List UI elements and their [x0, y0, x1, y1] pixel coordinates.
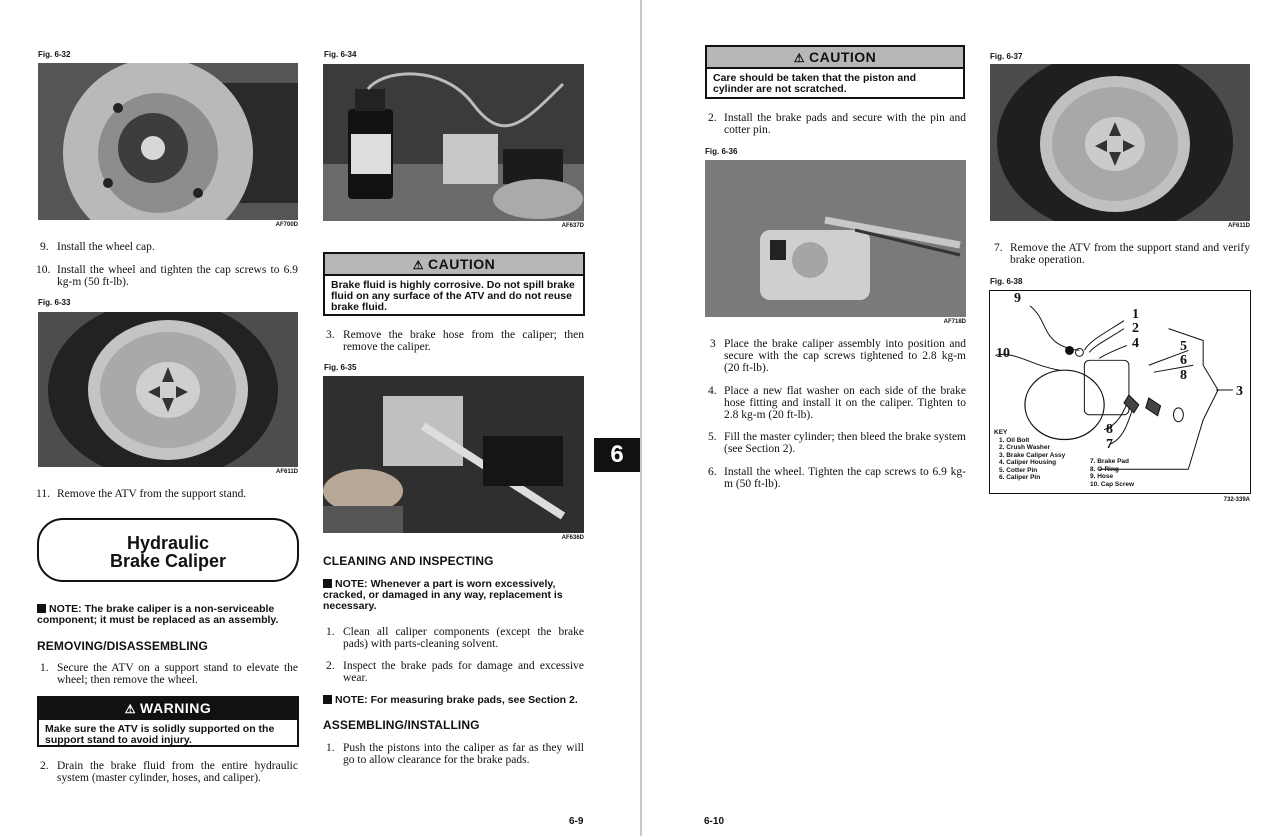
step-text: Secure the ATV on a support stand to elevate the wheel; then remove the wheel. [57, 662, 298, 686]
note-text: NOTE: The brake caliper is a non-serviceable component; it must be replaced as an assembly. [37, 603, 279, 626]
callout-2: 2 [1132, 321, 1139, 336]
fig-6-34-code: AF637D [561, 223, 584, 229]
step-number: 4. [708, 385, 717, 397]
fig-6-37-photo [990, 64, 1250, 221]
page-number-right: 6-10 [704, 816, 725, 827]
step-text: Place the brake caliper assembly into position and secure with the cap screws tightened to 2.8 kg-m (20 ft-lb). [724, 338, 966, 374]
section-title-line-1: Hydraulic [126, 533, 210, 553]
fig-6-32-photo [38, 63, 298, 220]
step-11 [36, 488, 298, 500]
key-item: 3. Brake Caliper Assy [999, 451, 1066, 459]
fig-6-35-photo [323, 376, 584, 533]
fig-6-35-label: Fig. 6-35 [324, 363, 357, 372]
warning-box [37, 696, 299, 747]
step-5-fill-cylinder [708, 431, 966, 455]
note-measuring [323, 695, 585, 706]
caution-brake-fluid-box [323, 252, 585, 316]
step-text: Push the pistons into the caliper as far as they will go to allow clearance for the brake pads. [343, 742, 584, 766]
fig-6-37-label: Fig. 6-37 [990, 52, 1023, 61]
caution-header [707, 47, 963, 67]
note-worn-parts [323, 579, 585, 612]
page-number-left: 6-9 [569, 816, 584, 827]
assembling-step-1 [326, 742, 584, 766]
fig-6-36-photo [705, 160, 966, 317]
fig-6-33-code: AF611D [275, 469, 298, 475]
caution-triangle-icon: ⚠ [793, 51, 805, 65]
caution-text: Care should be taken that the piston and cylinder are not scratched. [707, 67, 963, 98]
caution-piston-box [705, 45, 965, 99]
key-item: 10. Cap Screw [1090, 480, 1135, 488]
callout-8a: 8 [1180, 368, 1187, 383]
heading-assembling: ASSEMBLING/INSTALLING [323, 718, 480, 732]
step-number: 11. [36, 488, 50, 500]
step-number: 2. [326, 660, 335, 672]
key-item: 5. Cotter Pin [999, 466, 1038, 474]
key-item: 6. Caliper Pin [999, 474, 1041, 481]
key-item: 4. Caliper Housing [999, 459, 1057, 466]
step-3-place-caliper [710, 338, 966, 374]
note-bullet-icon [37, 604, 46, 613]
key-item: 9. Hose [1090, 473, 1114, 480]
callout-7: 7 [1106, 437, 1113, 452]
step-4-washer [708, 385, 966, 421]
note-text: NOTE: Whenever a part is worn excessively, cracked, or damaged in any way, replacement is necessary. [323, 578, 563, 612]
step-9 [40, 241, 298, 253]
step-text: Fill the master cylinder; then bleed the brake system (see Section 2). [724, 431, 966, 455]
note-bullet-icon [323, 695, 332, 704]
cleaning-step-1 [326, 626, 584, 650]
warning-triangle-icon: ⚠ [124, 702, 137, 716]
step-number: 5. [708, 431, 717, 443]
fig-6-36-code: AF718D [943, 319, 966, 325]
step-7-remove-atv [994, 242, 1250, 266]
callout-8b: 8 [1106, 422, 1113, 437]
step-text: Install the brake pads and secure with the pin and cotter pin. [724, 112, 966, 136]
section-title-line-2: Brake Caliper [109, 551, 227, 571]
right-page [642, 0, 1280, 836]
step-text: Install the wheel cap. [57, 241, 155, 253]
callout-9: 9 [1014, 291, 1021, 306]
step-number: 2. [708, 112, 717, 124]
step-number: 6. [708, 466, 717, 478]
removing-step-2 [40, 760, 298, 784]
key-item: 2. Crush Washer [999, 444, 1051, 451]
step-number: 7. [994, 242, 1003, 254]
note-bullet-icon [323, 579, 332, 588]
step-number: 1. [40, 662, 49, 674]
step-text: Clean all caliper components (except the brake pads) with parts-cleaning solvent. [343, 626, 584, 650]
fig-6-33-label: Fig. 6-33 [38, 298, 71, 307]
step-text: Place a new flat washer on each side of the brake hose fitting and install it on the caliper. Tighten to 2.8 kg-m (20 ft-lb). [724, 385, 966, 421]
step-2-install-pads [708, 112, 966, 136]
note-non-serviceable [37, 604, 299, 626]
step-3-remove-hose [326, 329, 584, 353]
callout-3: 3 [1236, 384, 1243, 399]
removing-step-1 [40, 662, 298, 686]
caution-text: Brake fluid is highly corrosive. Do not spill brake fluid on any surface of the ATV and do not reuse brake fluid. [325, 274, 583, 316]
key-item: 7. Brake Pad [1090, 458, 1130, 465]
step-text: Drain the brake fluid from the entire hydraulic system (master cylinder, hoses, and caliper). [57, 760, 298, 784]
step-text: Inspect the brake pads for damage and excessive wear. [343, 660, 584, 684]
key-item: 1. Oil Bolt [999, 436, 1030, 444]
heading-cleaning: CLEANING AND INSPECTING [323, 554, 494, 568]
step-text: Remove the ATV from the support stand and verify brake operation. [1010, 242, 1250, 266]
step-text: Install the wheel. Tighten the cap screws to 6.9 kg-m (50 ft-lb). [724, 466, 966, 490]
key-title: KEY [994, 429, 1008, 436]
step-number: 1. [326, 626, 335, 638]
callout-6: 6 [1180, 353, 1187, 368]
section-title [37, 518, 299, 582]
callout-4: 4 [1132, 336, 1139, 351]
step-number: 9. [40, 241, 49, 253]
fig-6-33-photo [38, 312, 298, 467]
fig-6-34-photo [323, 64, 584, 221]
warning-title: WARNING [140, 700, 212, 716]
heading-removing: REMOVING/DISASSEMBLING [37, 639, 208, 653]
caution-title: CAUTION [427, 256, 496, 272]
caution-title: CAUTION [808, 49, 877, 65]
step-text: Remove the ATV from the support stand. [57, 488, 247, 500]
callout-5: 5 [1180, 339, 1187, 354]
fig-6-35-code: AF636D [561, 535, 584, 541]
section-tab: 6 [594, 438, 640, 472]
caution-header [325, 254, 583, 274]
fig-6-32-label: Fig. 6-32 [38, 50, 71, 59]
warning-header [39, 698, 297, 718]
step-number: 3 [710, 338, 716, 350]
fig-6-32-code: AF700D [275, 222, 298, 228]
fig-6-36-label: Fig. 6-36 [705, 147, 738, 156]
step-number: 2. [40, 760, 49, 772]
note-text: NOTE: For measuring brake pads, see Section 2. [335, 694, 578, 706]
fig-6-37-code: AF611D [1227, 223, 1250, 229]
step-number: 3. [326, 329, 335, 341]
fig-6-38-diagram [989, 290, 1251, 494]
fig-6-38-code: 732-339A [1223, 497, 1250, 503]
step-text: Install the wheel and tighten the cap screws to 6.9 kg-m (50 ft-lb). [57, 264, 298, 288]
key-item: 8. O-Ring [1090, 465, 1119, 473]
step-6-install-wheel [708, 466, 966, 490]
callout-10: 10 [996, 346, 1010, 361]
caution-triangle-icon: ⚠ [412, 258, 424, 272]
cleaning-step-2 [326, 660, 584, 684]
step-number: 1. [326, 742, 335, 754]
fig-6-38-label: Fig. 6-38 [990, 277, 1023, 286]
step-text: Remove the brake hose from the caliper; then remove the caliper. [343, 329, 584, 353]
step-10 [36, 264, 298, 288]
diagram-key-right [1090, 458, 1134, 488]
warning-text: Make sure the ATV is solidly supported on the support stand to avoid injury. [39, 718, 297, 749]
step-number: 10. [36, 264, 51, 276]
diagram-key-left [994, 429, 1065, 482]
callout-1: 1 [1132, 307, 1139, 322]
fig-6-34-label: Fig. 6-34 [324, 50, 357, 59]
